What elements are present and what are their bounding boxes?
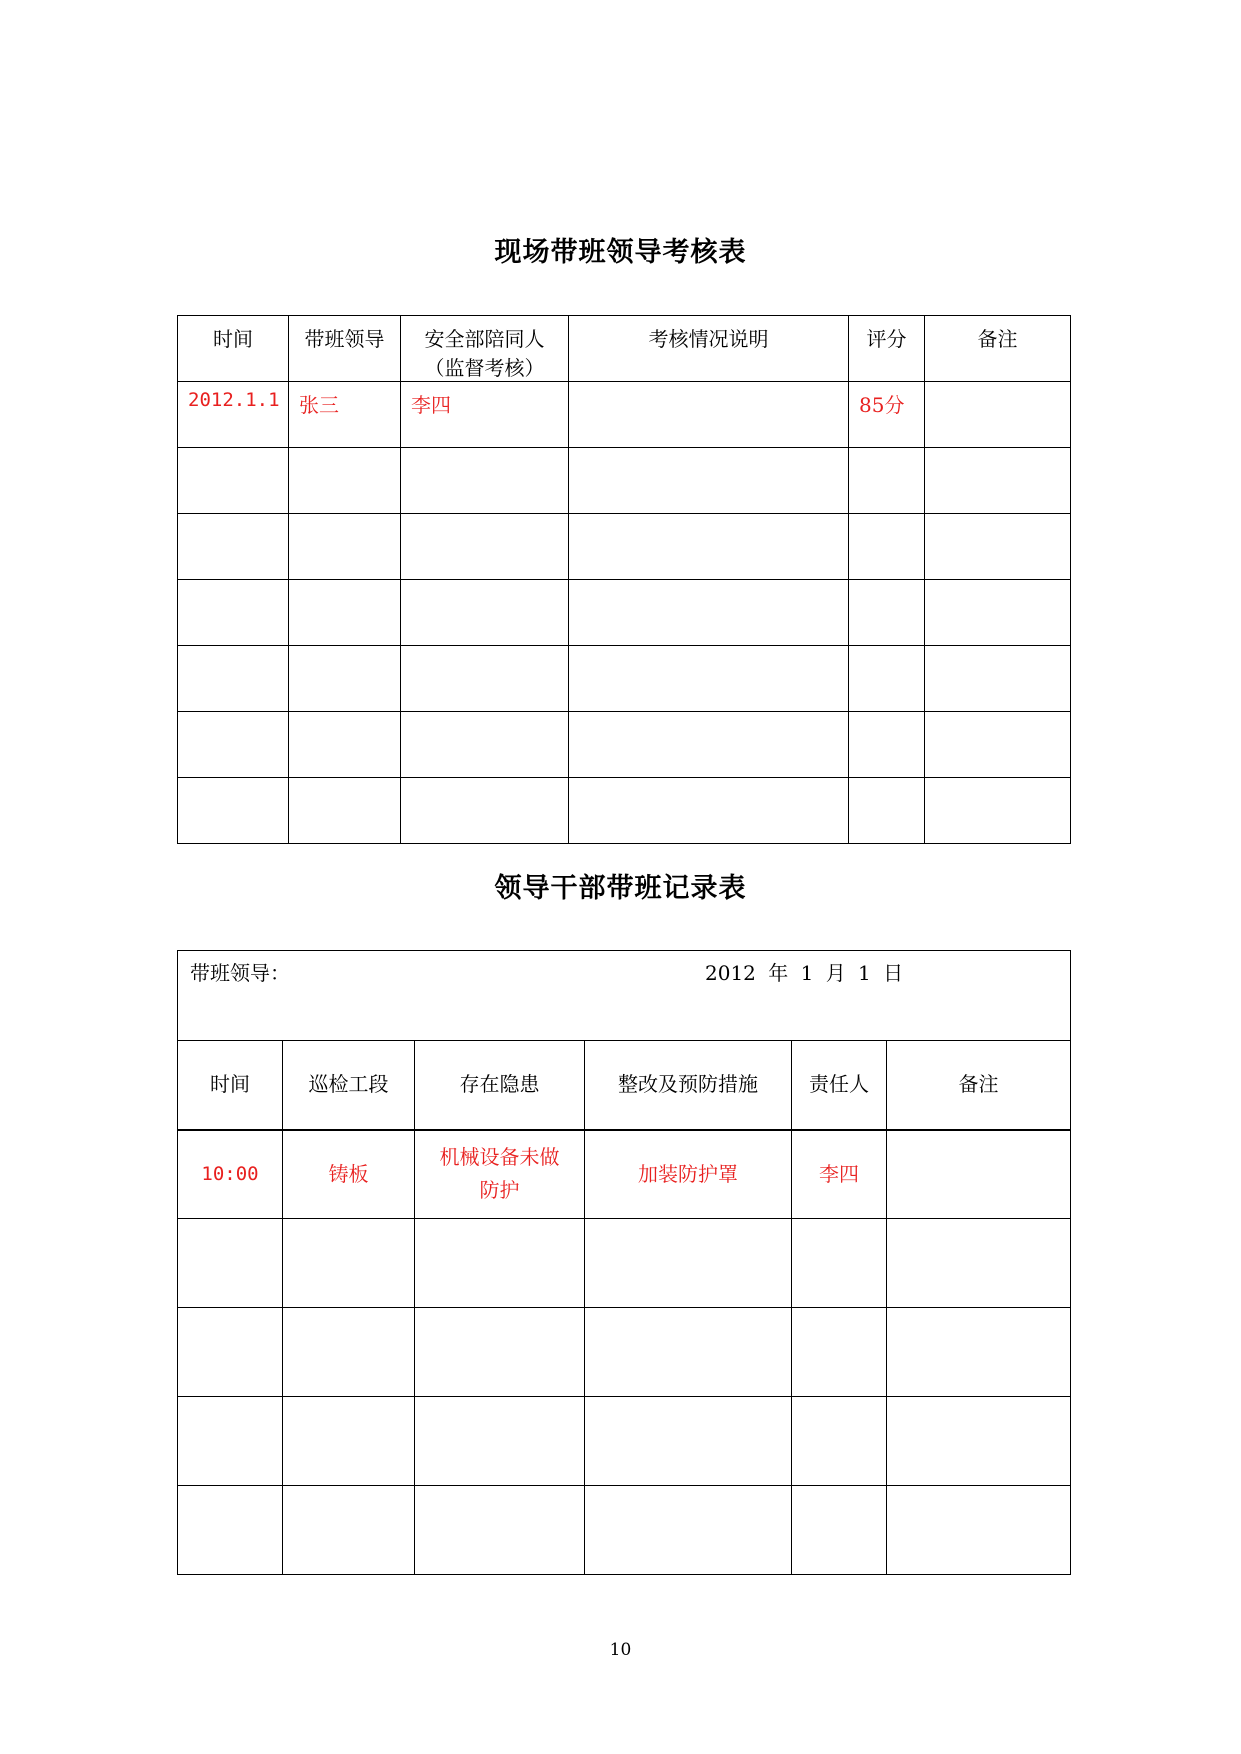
header-leader: 带班领导 bbox=[289, 316, 401, 382]
cell-inspection-section: 铸板 bbox=[283, 1130, 415, 1219]
table-row bbox=[178, 1219, 1071, 1308]
cell-assessment-notes bbox=[569, 382, 849, 448]
page-number: 10 bbox=[609, 1640, 632, 1660]
header-remarks: 备注 bbox=[887, 1041, 1071, 1130]
cell-hazard bbox=[415, 1130, 585, 1219]
cell-responsible-person: 李四 bbox=[792, 1130, 887, 1219]
cell-safety-companion: 李四 bbox=[401, 382, 569, 448]
header-inspection-section: 巡检工段 bbox=[283, 1041, 415, 1130]
assessment-table bbox=[177, 315, 1071, 844]
table-row bbox=[178, 514, 1071, 580]
table-row bbox=[178, 448, 1071, 514]
table-header-row bbox=[178, 316, 1071, 382]
table-header-row bbox=[178, 1041, 1071, 1130]
header-time: 时间 bbox=[178, 316, 289, 382]
table-row bbox=[178, 1308, 1071, 1397]
leader-date-row bbox=[178, 951, 1071, 1041]
cell-remarks bbox=[925, 382, 1071, 448]
table-row bbox=[178, 1130, 1071, 1219]
leader-label: 带班领导： bbox=[190, 961, 290, 985]
table-row bbox=[178, 382, 1071, 448]
cell-corrective-measures: 加装防护罩 bbox=[585, 1130, 792, 1219]
cell-time: 10:00 bbox=[178, 1130, 283, 1219]
cell-score: 85分 bbox=[849, 382, 925, 448]
table-row bbox=[178, 580, 1071, 646]
cell-time: 2012.1.1 bbox=[178, 382, 289, 448]
header-responsible-person: 责任人 bbox=[792, 1041, 887, 1130]
table-row bbox=[178, 1397, 1071, 1486]
assessment-table-title: 现场带班领导考核表 bbox=[494, 237, 747, 268]
header-time: 时间 bbox=[178, 1041, 283, 1130]
cell-remarks bbox=[887, 1130, 1071, 1219]
record-date: 2012 年 1 月 1 日 bbox=[705, 961, 904, 985]
header-score: 评分 bbox=[849, 316, 925, 382]
header-safety-companion bbox=[401, 316, 569, 382]
duty-record-table-title: 领导干部带班记录表 bbox=[494, 873, 747, 904]
header-hazard: 存在隐患 bbox=[415, 1041, 585, 1130]
cell-leader: 张三 bbox=[289, 382, 401, 448]
header-safety-companion-line2: （监督考核） bbox=[424, 356, 545, 380]
duty-record-table bbox=[177, 950, 1071, 1575]
table-row bbox=[178, 778, 1071, 844]
header-remarks: 备注 bbox=[925, 316, 1071, 382]
header-safety-companion-line1: 安全部陪同人 bbox=[424, 327, 545, 351]
header-corrective-measures: 整改及预防措施 bbox=[585, 1041, 792, 1130]
table-row bbox=[178, 1486, 1071, 1575]
cell-hazard-line1: 机械设备未做 bbox=[439, 1145, 560, 1170]
header-assessment-notes: 考核情况说明 bbox=[569, 316, 849, 382]
cell-hazard-line2: 防护 bbox=[479, 1178, 520, 1203]
table-row bbox=[178, 712, 1071, 778]
table-row bbox=[178, 646, 1071, 712]
